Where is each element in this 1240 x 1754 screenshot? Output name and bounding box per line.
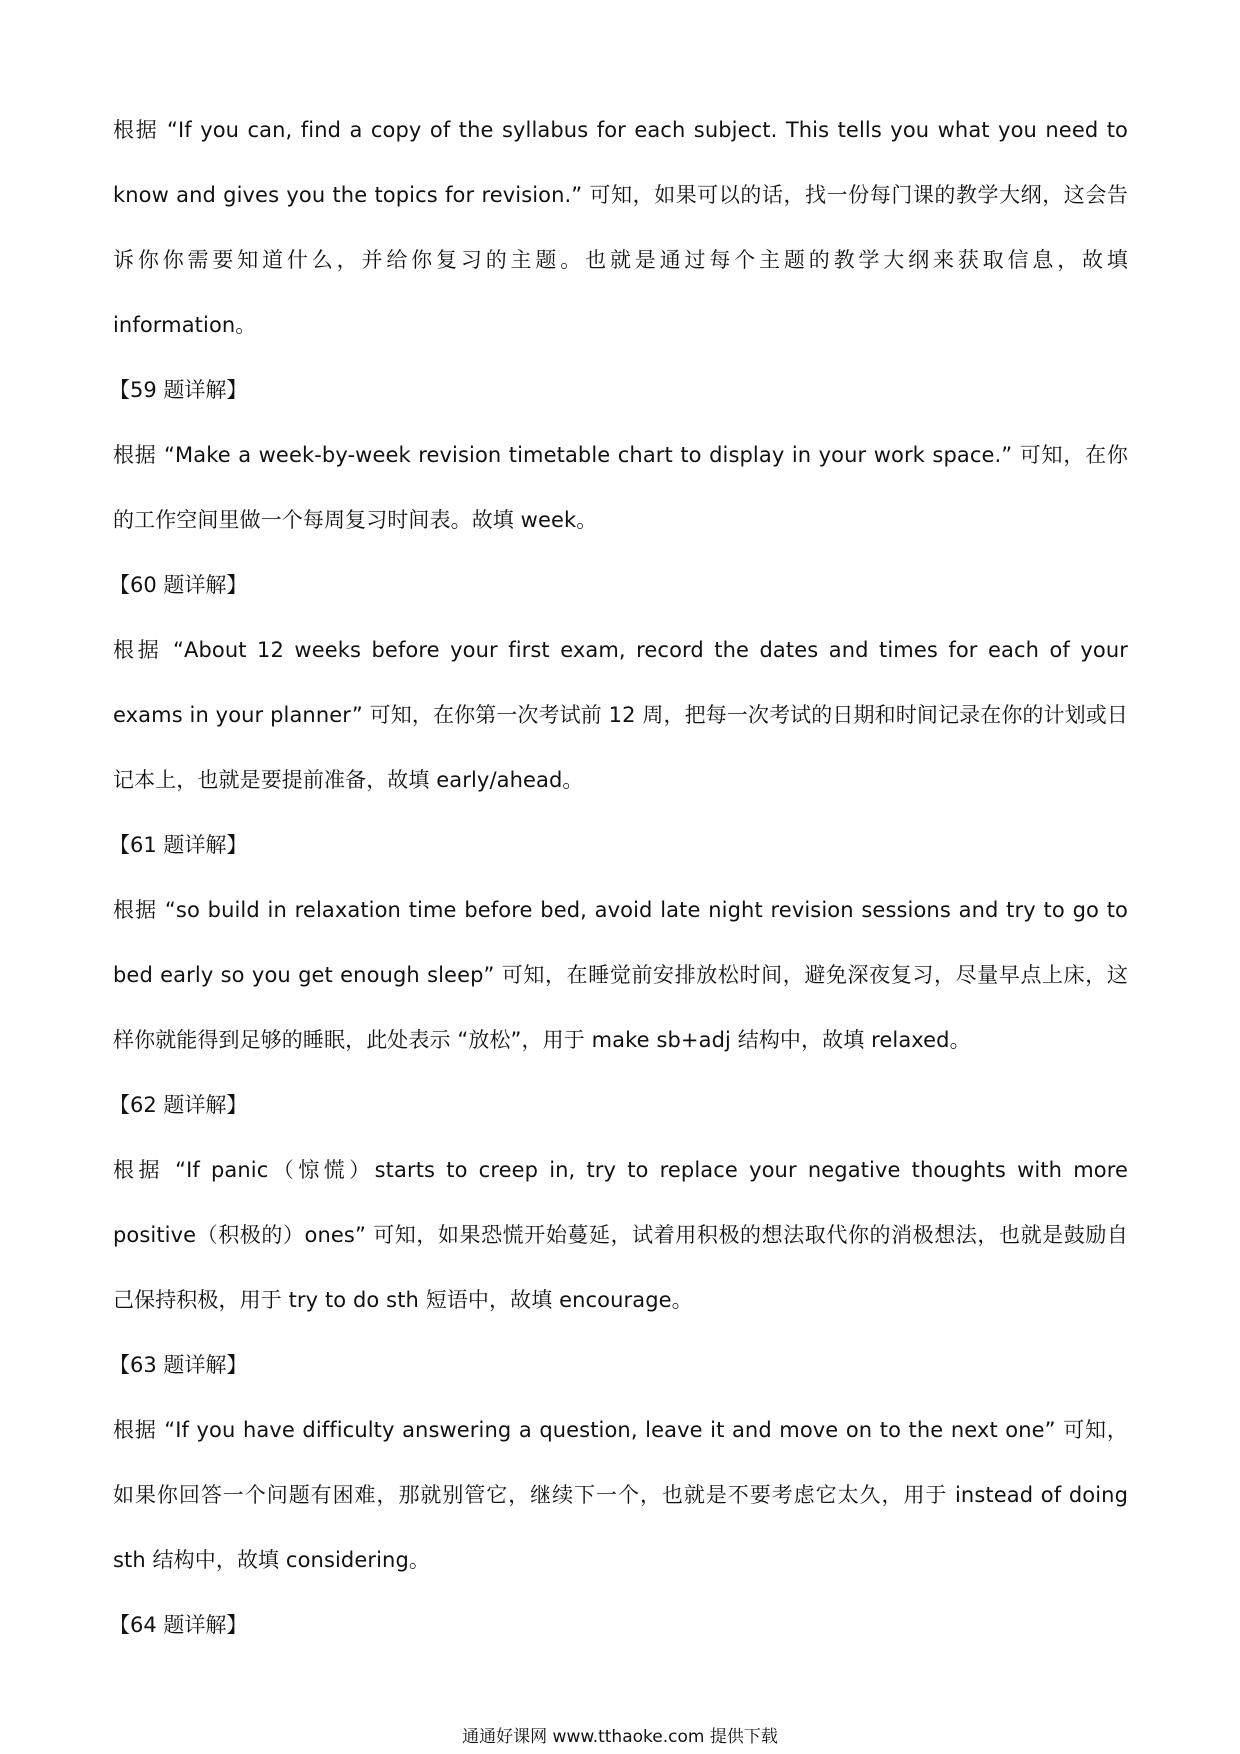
- page-footer: 通通好课网 www.tthaoke.com 提供下载: [462, 1727, 778, 1747]
- explanation-paragraph-63: 根据 “If you have difficulty answering a question, leave it and move on to the next one” 可知，如果你回答一个问题有困难，那就别管它，继续下一个，也就是不要考虑它太久，用于 instead of doing sth 结构中，故填 considering。: [113, 1418, 1128, 1572]
- section-heading-62: 【62 题详解】: [109, 1093, 248, 1117]
- explanation-paragraph-58: 根据 “If you can, find a copy of the syllabus for each subject. This tells you what you need to know and gives you the topics for revision.” 可知，如果可以的话，找一份每门课的教学大纲，这会告诉你你需要知道什么，并给你复习的主题。也就是通过每个主题的教学大纲来获取信息，故填 information。: [113, 118, 1128, 337]
- explanation-paragraph-59: 根据 “Make a week-by-week revision timetable chart to display in your work space.” 可知，在你的工作空间里做一个每周复习时间表。故填 week。: [113, 443, 1128, 532]
- section-heading-63: 【63 题详解】: [109, 1353, 248, 1377]
- section-heading-60: 【60 题详解】: [109, 573, 248, 597]
- explanation-paragraph-60: 根据 “About 12 weeks before your first exam, record the dates and times for each of your exams in your planner” 可知，在你第一次考试前 12 周，把每一次考试的日期和时间记录在你的计划或日记本上，也就是要提前准备，故填 early/ahead。: [113, 638, 1128, 792]
- section-heading-59: 【59 题详解】: [109, 378, 248, 402]
- section-heading-61: 【61 题详解】: [109, 833, 248, 857]
- document-body: [109, 98, 1128, 1658]
- explanation-paragraph-62: 根据 “If panic（惊慌）starts to creep in, try to replace your negative thoughts with more positive（积极的）ones” 可知，如果恐慌开始蔓延，试着用积极的想法取代你的消极想法，也就是鼓励自己保持积极，用于 try to do sth 短语中，故填 encourage。: [113, 1158, 1128, 1312]
- section-heading-64: 【64 题详解】: [109, 1613, 248, 1637]
- explanation-paragraph-61: 根据 “so build in relaxation time before bed, avoid late night revision sessions and try to go to bed early so you get enough sleep” 可知，在睡觉前安排放松时间，避免深夜复习，尽量早点上床，这样你就能得到足够的睡眠，此处表示 “放松”，用于 make sb+adj 结构中，故填 relaxed。: [113, 898, 1128, 1052]
